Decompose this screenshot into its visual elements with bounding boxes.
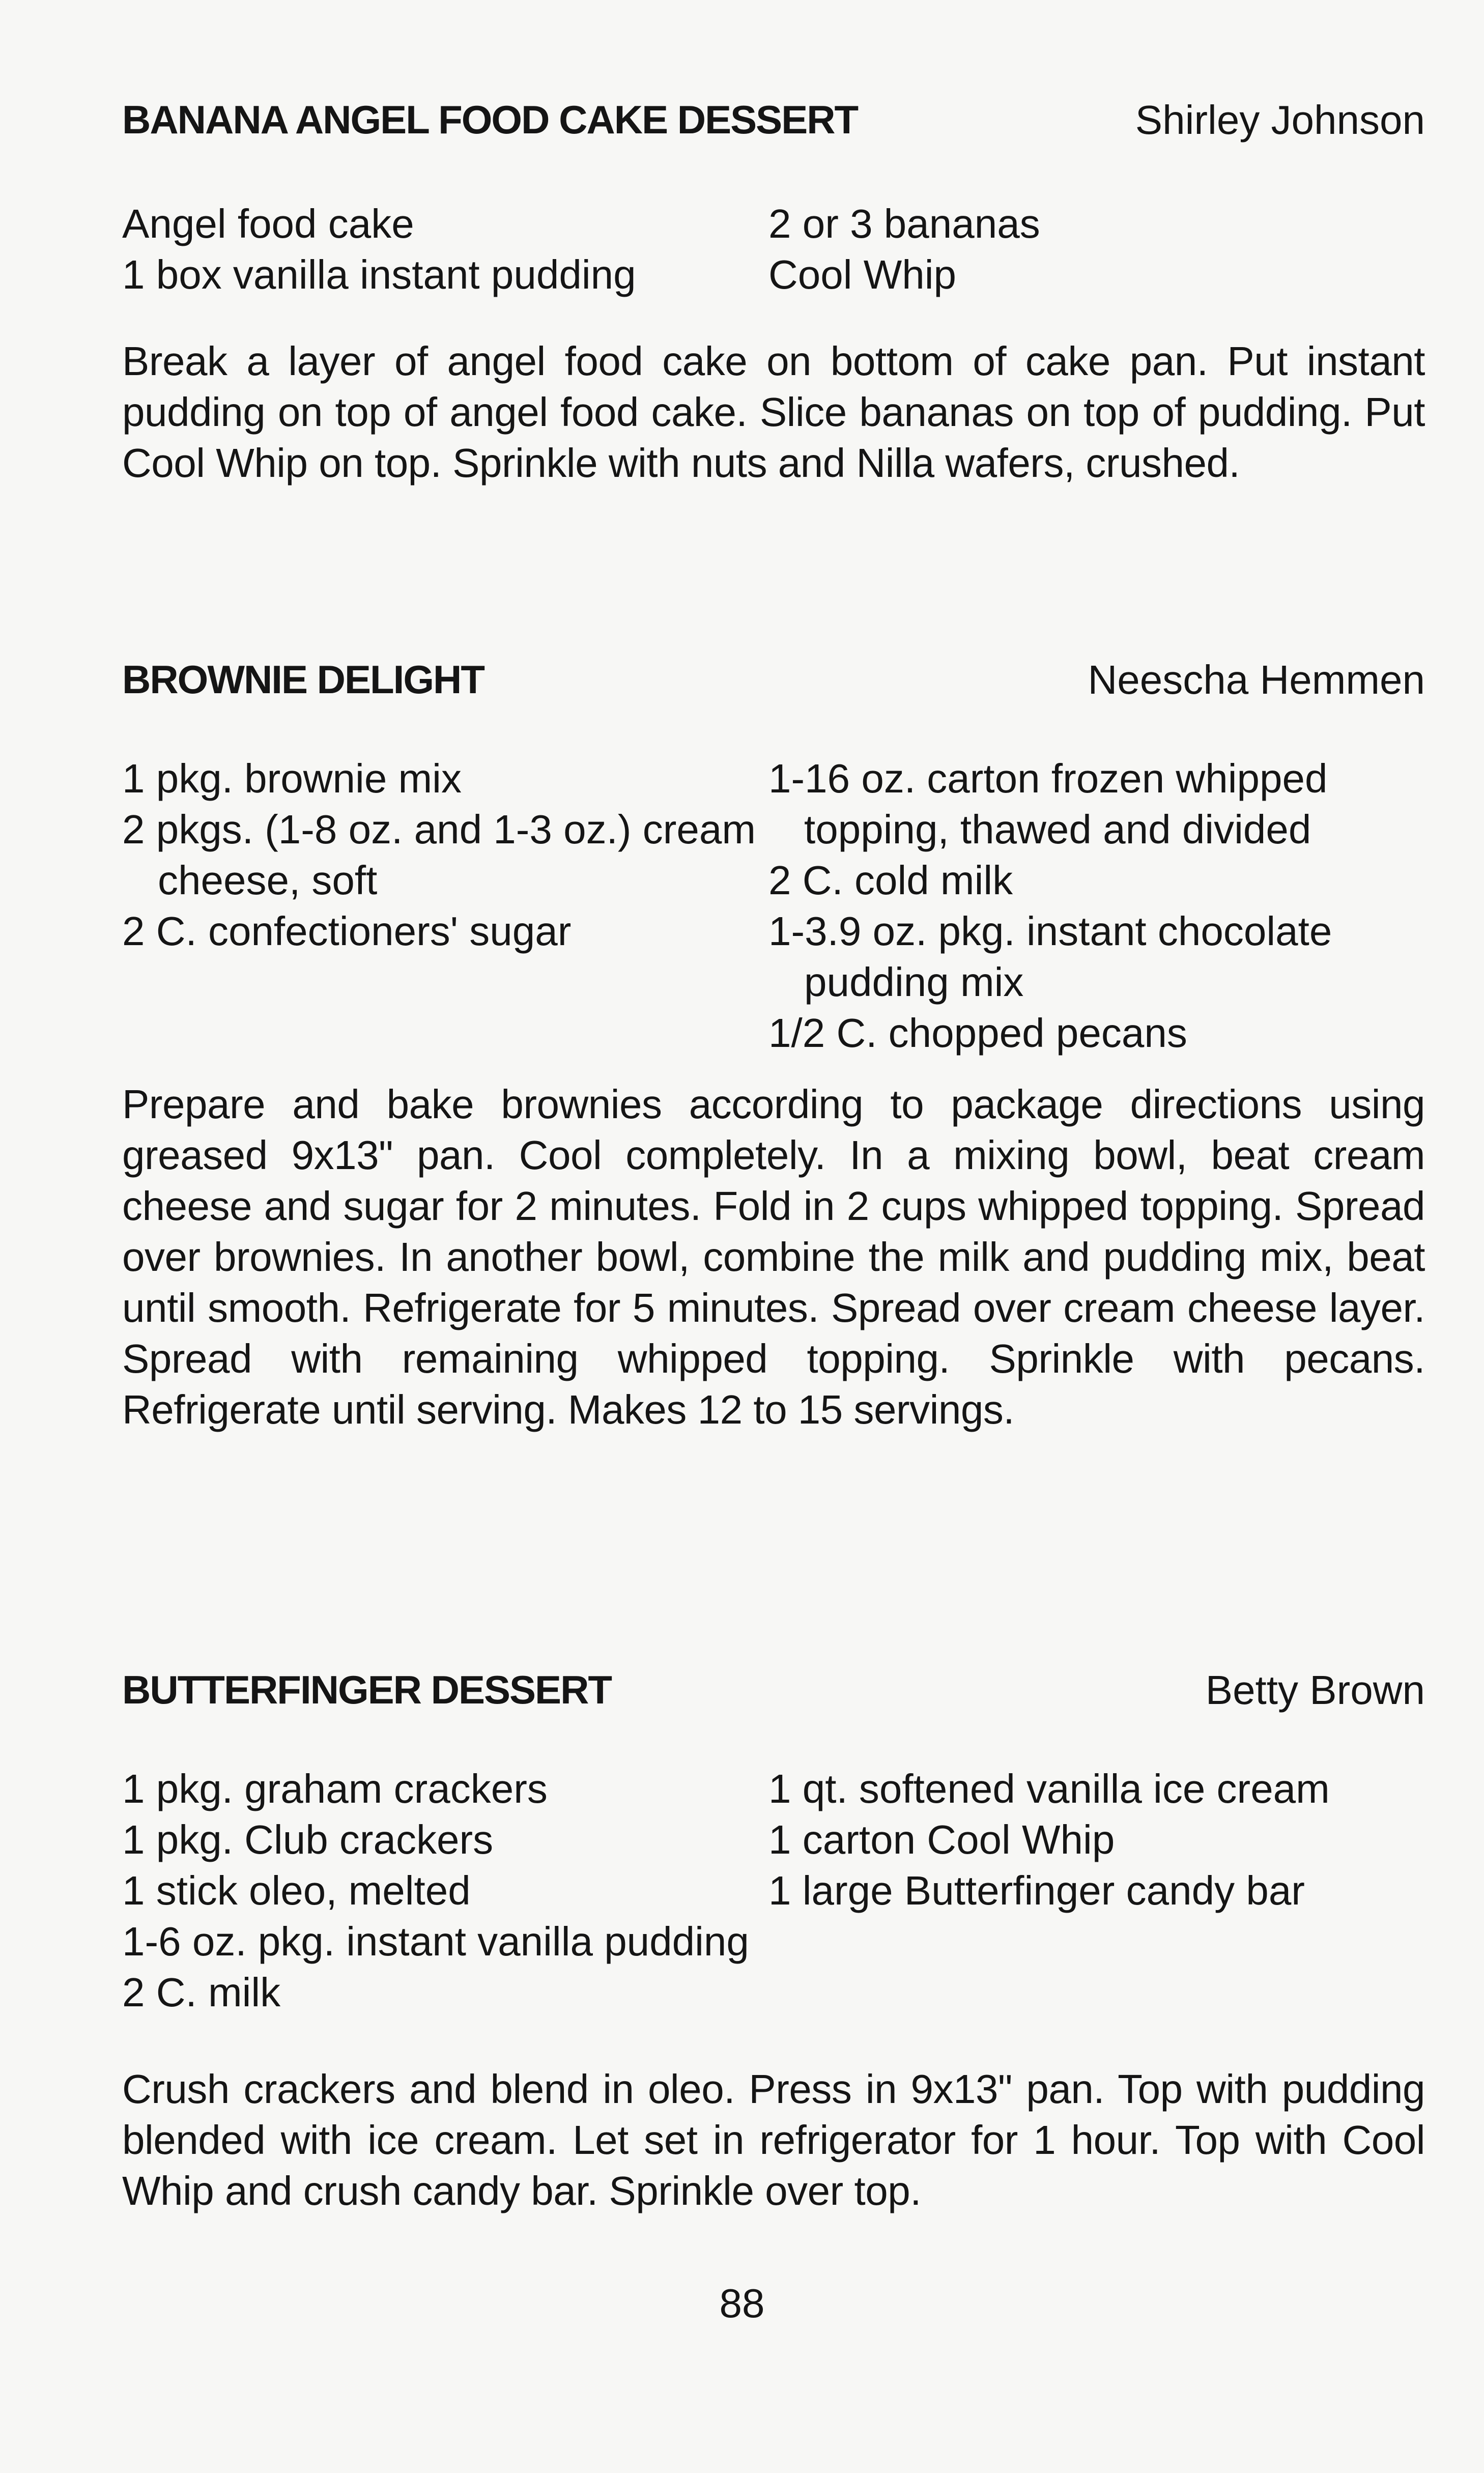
- ingredient-item: 1-6 oz. pkg. instant vanilla pudding: [122, 1919, 749, 1964]
- recipe-title: BANANA ANGEL FOOD CAKE DESSERT: [122, 97, 858, 142]
- ingredient-item: 1/2 C. chopped pecans: [768, 1010, 1187, 1056]
- ingredient-item: Angel food cake: [122, 201, 414, 246]
- ingredient-item: 2 or 3 bananas: [768, 201, 1040, 246]
- ingredient-list: [122, 753, 1425, 1059]
- page-number: 88: [719, 2281, 765, 2326]
- recipe-instructions: Break a layer of angel food cake on bottom of cake pan. Put instant pudding on top of angel food cake. Slice bananas on top of pudding. Put Cool Whip on top. Sprinkle with nuts and Nilla wafers, crushed.: [122, 338, 1425, 486]
- ingredient-column-left: [122, 1764, 768, 2018]
- recipe-banana-angel-food-cake-dessert: [122, 97, 1425, 489]
- recipe-title: BROWNIE DELIGHT: [122, 657, 484, 702]
- ingredient-item: 1 large Butterfinger candy bar: [768, 1868, 1305, 1913]
- ingredient-item: 1 pkg. brownie mix: [122, 756, 462, 801]
- ingredient-column-right: [768, 753, 1420, 1059]
- ingredient-column-right: [768, 198, 1420, 300]
- recipe-author: Betty Brown: [1205, 1667, 1425, 1713]
- ingredient-item: 2 C. confectioners' sugar: [122, 908, 572, 954]
- ingredient-list: [122, 1764, 1425, 2018]
- ingredient-item: Cool Whip: [768, 252, 957, 297]
- ingredient-item: 2 C. milk: [122, 1970, 281, 2015]
- ingredient-item: 1 pkg. graham crackers: [122, 1766, 548, 1811]
- ingredient-column-right: [768, 1764, 1420, 2018]
- recipe-butterfinger-dessert: [122, 1667, 1425, 2216]
- recipe-title: BUTTERFINGER DESSERT: [122, 1667, 612, 1712]
- recipe-brownie-delight: [122, 657, 1425, 1435]
- ingredient-item: 1 pkg. Club crackers: [122, 1817, 494, 1862]
- recipe-author: Neescha Hemmen: [1088, 657, 1425, 702]
- recipe-instructions: Crush crackers and blend in oleo. Press in 9x13" pan. Top with pudding blended with ice cream. Let set in refrigerator for 1 hour. Top with Cool Whip and crush candy bar. Sprinkle over top.: [122, 2066, 1425, 2213]
- recipe-author: Shirley Johnson: [1135, 97, 1425, 143]
- ingredient-item: 1 stick oleo, melted: [122, 1868, 471, 1913]
- recipe-instructions: Prepare and bake brownies according to package directions using greased 9x13" pan. Cool completely. In a mixing bowl, beat cream cheese and sugar for 2 minutes. Fold in 2 cups whipped topping. Spread over brownies. In another bowl, combine the milk and pudding mix, beat until smooth. Refrigerate for 5 minutes. Spread over cream cheese layer. Spread with remaining whipped topping. Sprinkle with pecans. Refrigerate until serving. Makes 12 to 15 servings.: [122, 1082, 1425, 1432]
- ingredient-item: 1 box vanilla instant pudding: [122, 252, 636, 297]
- ingredient-item: 2 pkgs. (1-8 oz. and 1-3 oz.) cream cheese, soft: [122, 807, 756, 903]
- recipe-header: [122, 97, 1425, 153]
- ingredient-item: 1 carton Cool Whip: [768, 1817, 1115, 1862]
- ingredient-list: [122, 198, 1425, 300]
- ingredient-item: 1 qt. softened vanilla ice cream: [768, 1766, 1330, 1811]
- recipe-header: [122, 657, 1425, 713]
- ingredient-item: 2 C. cold milk: [768, 858, 1013, 903]
- ingredient-column-left: [122, 753, 768, 1059]
- ingredient-item: 1-16 oz. carton frozen whipped topping, thawed and divided: [768, 756, 1328, 852]
- ingredient-item: 1-3.9 oz. pkg. instant chocolate pudding mix: [768, 908, 1332, 1005]
- recipe-header: [122, 1667, 1425, 1723]
- ingredient-column-left: [122, 198, 768, 300]
